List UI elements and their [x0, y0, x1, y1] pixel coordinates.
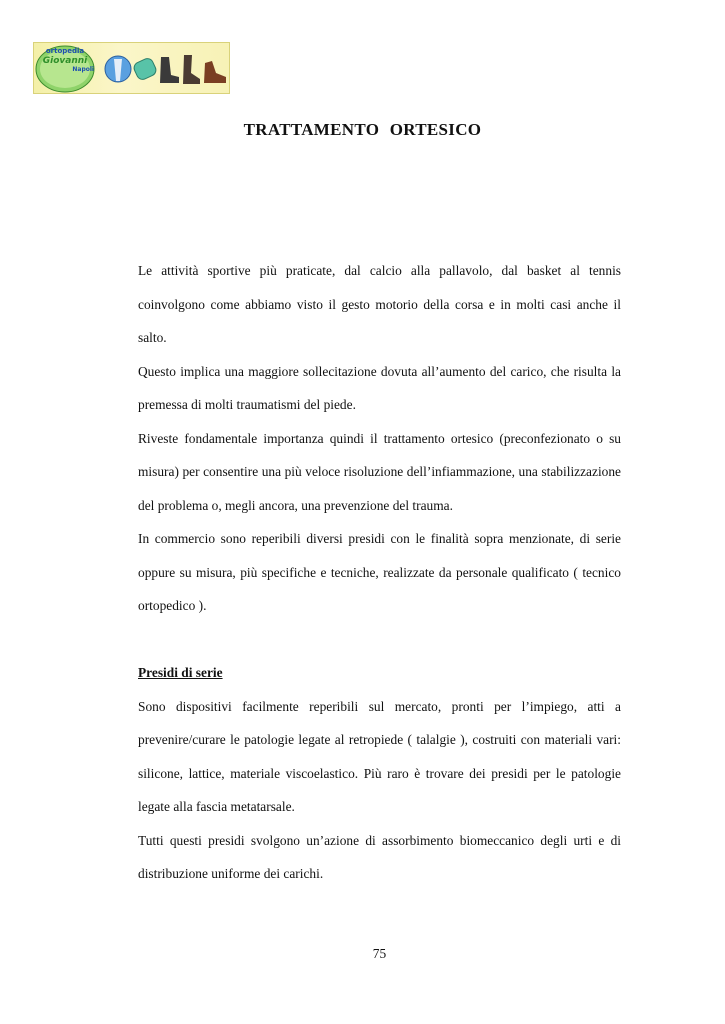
paragraph-4: In commercio sono reperibili diversi presidi con le finalità sopra menzionate, di serie oppure su misura, più specifiche e tecniche, realizzate da personale qualificato ( tecnico ortopedico ). [138, 531, 621, 613]
section-paragraph-2: Tutti questi presidi svolgono un’azione di assorbimento biomeccanico degli urti e di distribuzione uniforme dei carichi. [138, 832, 621, 881]
paragraph-2: Questo implica una maggiore sollecitazione dovuta all’aumento del carico, che risulta la premessa di molti traumatismi del piede. [138, 363, 621, 412]
logo-line-1: ortopedia [45, 47, 85, 55]
section-heading: Presidi di serie [138, 665, 223, 680]
company-logo [33, 42, 230, 94]
paragraph-3: Riveste fondamentale importanza quindi il trattamento ortesico (preconfezionato o su misura) per consentire una più veloce risoluzione dell’infiammazione, una stabilizzazione del problema o, megli ancora, una prevenzione del trauma. [138, 430, 621, 513]
logo-line-3: Napoli [72, 66, 94, 73]
section-paragraph-1: Sono dispositivi facilmente reperibili sul mercato, pronti per l’impiego, atti a prevenire/curare le patologie legate al retropiede ( talalgie ), costruiti con materiali vari: silicone, lattice, materiale viscoelastico. Più raro è trovare dei presidi per le patologie legate alla fascia metatarsale. [138, 698, 621, 814]
page-title: TRATTAMENTO ORTESICO [243, 120, 482, 139]
page-number: 75 [372, 946, 387, 961]
logo-wordmark [36, 48, 94, 73]
paragraph-1: Le attività sportive più praticate, dal calcio alla pallavolo, dal basket al tennis coinvolgono come abbiamo visto il gesto motorio della corsa e in molti casi anche il salto. [138, 263, 621, 345]
logo-line-2: Giovanni [42, 56, 88, 66]
document-body [138, 254, 621, 891]
